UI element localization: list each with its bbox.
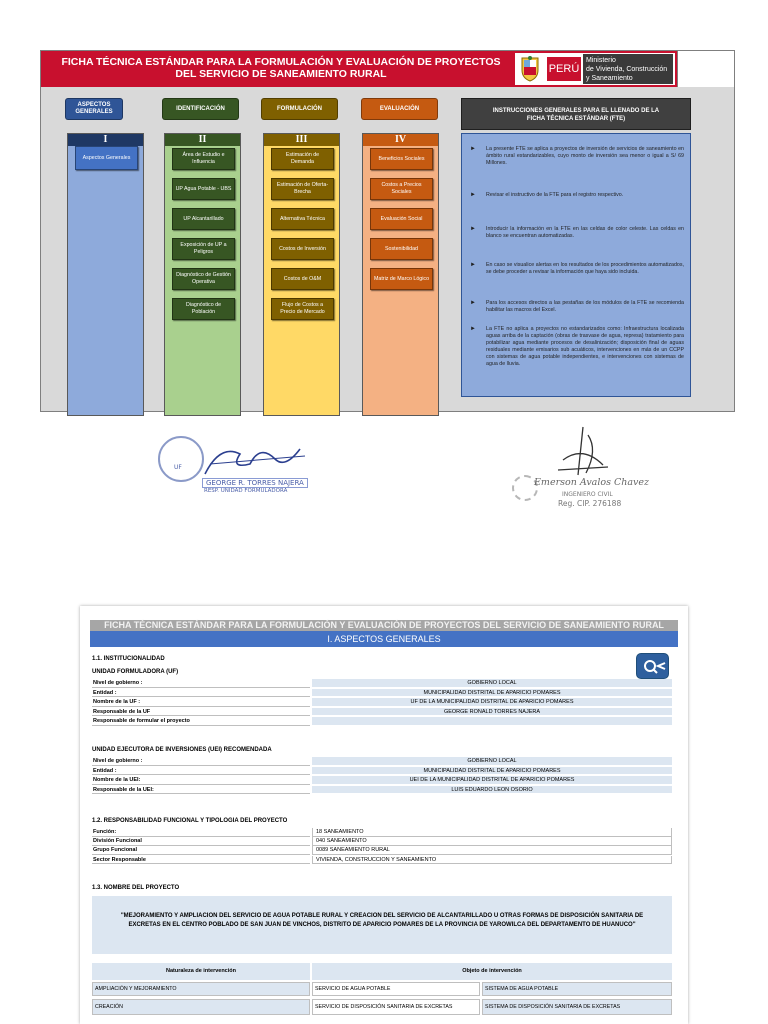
field-label: Responsable de la UF <box>92 708 310 717</box>
module-button-identificacion[interactable]: UP Agua Potable - UBS <box>172 178 235 200</box>
bullet-arrow-icon: ► <box>470 146 476 152</box>
module-button-formulacion[interactable]: Estimación de Oferta-Brecha <box>271 178 334 200</box>
project-name-field[interactable]: "MEJORAMIENTO Y AMPLIACION DEL SERVICIO DE AGUA POTABLE RURAL Y CREACION DEL SERVICIO DE ALCANTARILLADO U OTRAS FORMAS DE DISPOSICIÓN SANITARIA DE EXCRETAS EN EL CENTRO POBLADO DE SAN JUAN DE VINCHOS, DISTRITO DE APARICIO POMARES DE LA PROVINCIA DE YAROWILCA DEL DEPARTAMENTO DE HUANUCO" <box>92 896 672 954</box>
instruction-text: La presente FTE se aplica a proyectos de inversión de servicios de saneamiento en ámbito rural estandarizables, cuyo monto de inversión sea menor o igual a S/ 69 Millones. <box>486 146 684 166</box>
banner <box>41 51 677 87</box>
module-button-formulacion[interactable]: Costos de O&M <box>271 268 334 290</box>
ministry-line3: y Saneamiento <box>586 75 633 82</box>
handwritten-signature-icon <box>200 434 310 482</box>
field-value-input[interactable]: VIVIENDA, CONSTRUCCION Y SANEAMIENTO <box>312 856 672 865</box>
field-label: Entidad : <box>92 689 310 698</box>
subsection-nombre: 1.3. NOMBRE DEL PROYECTO <box>92 885 180 891</box>
subsection-institucionalidad: 1.1. INSTITUCIONALIDAD <box>92 656 165 662</box>
banner-title-line1: FICHA TÉCNICA ESTÁNDAR PARA LA FORMULACIÓN Y EVALUACIÓN DE PROYECTOS <box>61 56 501 68</box>
search-icon[interactable] <box>636 653 669 679</box>
category-formulacion-button[interactable]: FORMULACIÓN <box>261 98 338 120</box>
objeto-system-cell[interactable]: SISTEMA DE DISPOSICIÓN SANITARIA DE EXCRETAS <box>482 999 672 1015</box>
field-value-input[interactable]: UF DE LA MUNICIPALIDAD DISTRITAL DE APARICIO POMARES <box>312 698 672 707</box>
naturaleza-header: Naturaleza de intervención <box>92 963 310 980</box>
instruction-item <box>470 326 684 368</box>
section-header: I. ASPECTOS GENERALES <box>90 631 678 647</box>
field-label: Nivel de gobierno : <box>92 679 310 688</box>
module-button-formulacion[interactable]: Costos de Inversión <box>271 238 334 260</box>
round-seal-icon <box>158 436 204 482</box>
objeto-service-cell[interactable]: SERVICIO DE DISPOSICIÓN SANITARIA DE EXCRETAS <box>312 999 480 1015</box>
column-numeral: I <box>68 134 143 146</box>
module-button-evaluacion[interactable]: Beneficios Sociales <box>370 148 433 170</box>
field-value-input[interactable]: UEI DE LA MUNICIPALIDAD DISTRITAL DE APARICIO POMARES <box>312 776 672 785</box>
naturaleza-cell[interactable]: AMPLIACIÓN Y MEJORAMIENTO <box>92 982 310 996</box>
uei-heading: UNIDAD EJECUTORA DE INVERSIONES (UEI) RECOMENDADA <box>92 747 272 753</box>
instruction-item <box>470 146 684 167</box>
instruction-item <box>470 300 684 314</box>
banner-title <box>51 56 511 80</box>
peru-label: PERÚ <box>547 57 581 81</box>
coat-of-arms-icon <box>519 56 541 82</box>
objeto-system-cell[interactable]: SISTEMA DE AGUA POTABLE <box>482 982 672 996</box>
module-button-formulacion[interactable]: Alternativa Técnica <box>271 208 334 230</box>
bullet-arrow-icon: ► <box>470 326 476 332</box>
instruction-text: Revisar el instructivo de la FTE para el registro respectivo. <box>486 192 624 198</box>
category-aspectos-generales-button[interactable]: ASPECTOS GENERALES <box>65 98 123 120</box>
sheet-title: FICHA TÉCNICA ESTÁNDAR PARA LA FORMULACIÓN Y EVALUACIÓN DE PROYECTOS DEL SERVICIO DE SANEAMIENTO RURAL <box>90 620 678 631</box>
column-numeral: II <box>165 134 240 146</box>
uf-heading: UNIDAD FORMULADORA (UF) <box>92 669 179 675</box>
column-numeral: IV <box>363 134 438 146</box>
field-label: Entidad : <box>92 767 310 776</box>
seal-label: UF <box>174 464 182 471</box>
column-identificacion <box>164 133 241 416</box>
column-formulacion <box>263 133 340 416</box>
handwritten-signature-icon <box>548 425 618 485</box>
bullet-arrow-icon: ► <box>470 300 476 306</box>
module-button-identificacion[interactable]: Diagnóstico de Población <box>172 298 235 320</box>
bullet-arrow-icon: ► <box>470 192 476 198</box>
instruction-item <box>470 226 684 240</box>
ministry-line2: de Vivienda, Construcción <box>586 66 668 73</box>
instructions-body <box>461 133 691 397</box>
field-label: Función: <box>92 828 310 837</box>
subsection-responsabilidad: 1.2. RESPONSABILIDAD FUNCIONAL Y TIPOLOGIA DEL PROYECTO <box>92 818 288 824</box>
module-button-evaluacion[interactable]: Evaluación Social <box>370 208 433 230</box>
module-button-evaluacion[interactable]: Sostenibilidad <box>370 238 433 260</box>
field-label: Nombre de la UF : <box>92 698 310 707</box>
column-aspectos-generales <box>67 133 144 416</box>
field-label: Grupo Funcional <box>92 846 310 855</box>
field-label: Responsable de formular el proyecto <box>92 717 310 726</box>
module-button-evaluacion[interactable]: Matriz de Marco Lógico <box>370 268 433 290</box>
instruction-text: Introducir la información en la FTE en las celdas de color celeste. Las celdas en blanco se encuentran automatizadas. <box>486 226 684 239</box>
module-button-aspectos[interactable]: Aspectos Generales <box>75 146 138 170</box>
column-evaluacion <box>362 133 439 416</box>
instructions-header <box>461 98 691 130</box>
bullet-arrow-icon: ► <box>470 262 476 268</box>
module-button-formulacion[interactable]: Flujo de Costos a Precio de Mercado <box>271 298 334 320</box>
field-label: Nivel de gobierno : <box>92 757 310 766</box>
bullet-arrow-icon: ► <box>470 226 476 232</box>
instructions-title-line1: INSTRUCCIONES GENERALES PARA EL LLENADO DE LA <box>492 108 660 114</box>
module-button-identificacion[interactable]: Diagnóstico de Gestión Operativa <box>172 268 235 290</box>
naturaleza-cell[interactable]: CREACIÓN <box>92 999 310 1015</box>
instruction-text: Para los accesos directos a las pestañas de los módulos de la FTE se recomienda habilitar las macros del Excel. <box>486 300 684 313</box>
field-value-input[interactable]: 040 SANEAMIENTO <box>312 837 672 846</box>
ministry-logo <box>515 53 675 85</box>
field-label: Sector Responsable <box>92 856 310 865</box>
field-label: División Funcional <box>92 837 310 846</box>
instructions-title-line2: FICHA TÉCNICA ESTÁNDAR (FTE) <box>526 116 626 122</box>
field-label: Nombre de la UEI: <box>92 776 310 785</box>
module-button-identificacion[interactable]: Área de Estudio e Influencia <box>172 148 235 170</box>
instruction-item <box>470 262 684 276</box>
column-numeral: III <box>264 134 339 146</box>
signer-reg-right: Reg. CIP. 276188 <box>558 499 622 508</box>
field-value-input[interactable]: MUNICIPALIDAD DISTRITAL DE APARICIO POMARES <box>312 767 672 776</box>
field-value-input[interactable]: GOBIERNO LOCAL <box>312 757 672 766</box>
field-value-input[interactable] <box>312 717 672 726</box>
banner-blank-cell <box>677 51 734 87</box>
field-value-input[interactable]: 0089 SANEAMIENTO RURAL <box>312 846 672 855</box>
module-button-evaluacion[interactable]: Costos a Precios Sociales <box>370 178 433 200</box>
field-value-input[interactable]: LUIS EDUARDO LEON OSORIO <box>312 786 672 795</box>
module-button-formulacion[interactable]: Estimación de Demanda <box>271 148 334 170</box>
objeto-header: Objeto de intervención <box>312 963 672 980</box>
instruction-item <box>470 192 684 199</box>
category-evaluacion-button[interactable]: EVALUACIÓN <box>361 98 438 120</box>
field-label: Responsable de la UEI: <box>92 786 310 795</box>
category-identificacion-button[interactable]: IDENTIFICACIÓN <box>162 98 239 120</box>
signer-role-left: RESP. UNIDAD FORMULADORA <box>204 488 288 494</box>
banner-title-line2: DEL SERVICIO DE SANEAMIENTO RURAL <box>175 68 387 80</box>
field-value-input[interactable]: GEORGE RONALD TORRES NAJERA <box>312 708 672 717</box>
signature-right <box>508 425 658 520</box>
instruction-text: En caso se visualice alertas en los resultados de los procedimientos automatizados, se debe proceder a revisar la información que haya sido incluida. <box>486 262 684 275</box>
signer-name-right: Emerson Avalos Chavez <box>534 477 650 488</box>
signer-title-right: INGENIERO CIVIL <box>562 491 613 498</box>
fte-menu-panel <box>40 50 735 412</box>
objeto-service-cell[interactable]: SERVICIO DE AGUA POTABLE <box>312 982 480 996</box>
ministry-line1: Ministerio <box>586 57 616 64</box>
instruction-text: La FTE no aplica a proyectos no estandarizados como: Infraestructura localizada aguas arriba de la captación (obras de trasvase de agua, represa) tratamiento para potabilizar agua mediante procesos de desalinización; disposición final de aguas residuales mediante emisarios sub acuáticos, intervenciones en más de un CCPP con sistemas de agua potable independientes, e intervenciones con sistemas de agua de lluvia. <box>486 326 684 367</box>
field-value-input[interactable]: GOBIERNO LOCAL <box>312 679 672 688</box>
signer-name-left: GEORGE R. TORRES NAJERA <box>202 478 308 488</box>
ministry-name <box>583 54 673 84</box>
signature-left <box>150 432 320 502</box>
field-value-input[interactable]: MUNICIPALIDAD DISTRITAL DE APARICIO POMARES <box>312 689 672 698</box>
field-value-input[interactable]: 18 SANEAMIENTO <box>312 828 672 837</box>
module-button-identificacion[interactable]: UP Alcantarillado <box>172 208 235 230</box>
module-button-identificacion[interactable]: Exposición de UP a Peligros <box>172 238 235 260</box>
fte-sheet <box>80 606 688 1024</box>
